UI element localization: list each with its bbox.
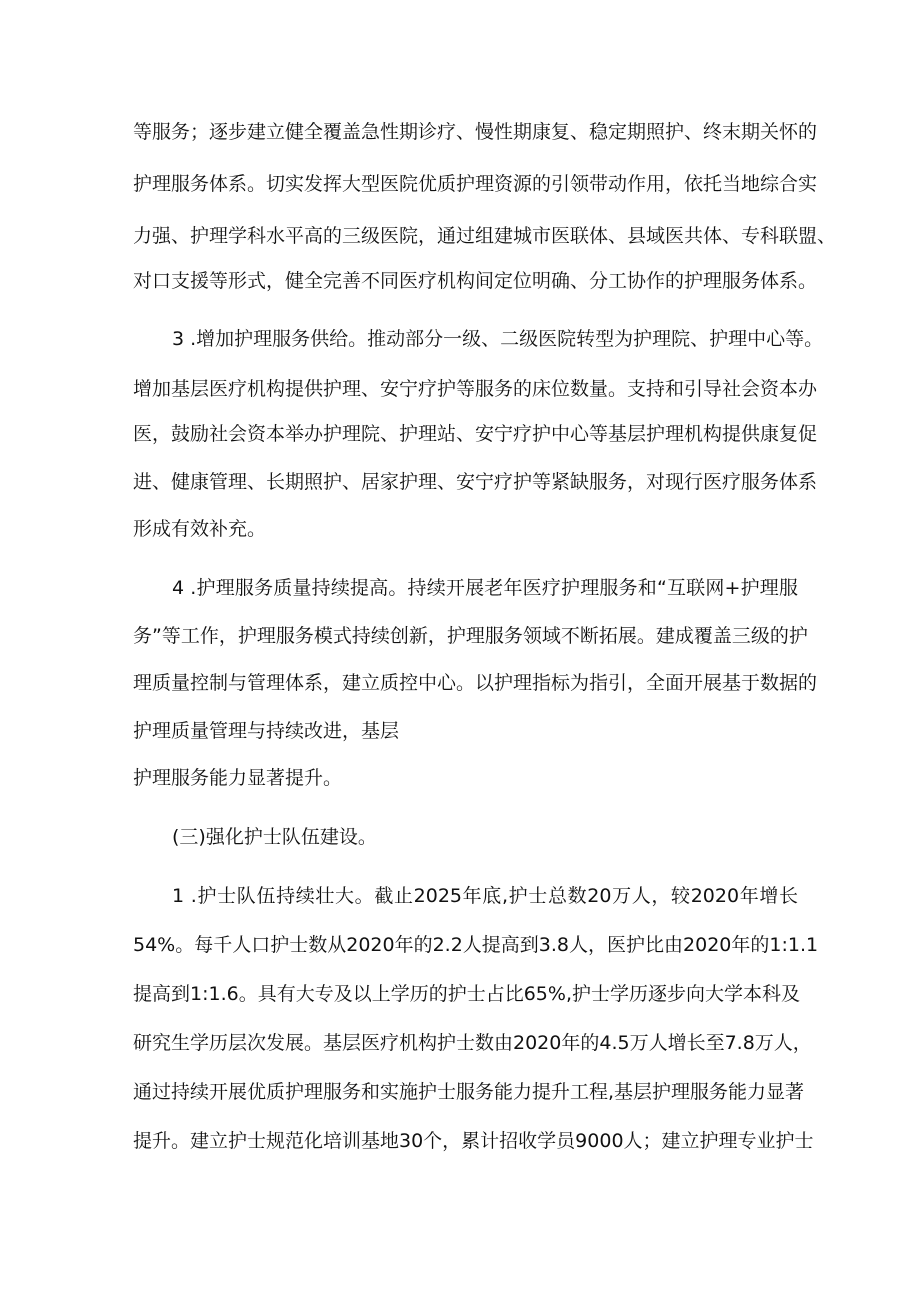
paragraph-line: 形成有效补充。 bbox=[133, 518, 267, 540]
paragraph-line: 务”等工作，护理服务模式持续创新，护理服务领域不断拓展。建成覆盖三级的护 bbox=[133, 625, 808, 647]
paragraph-line: 通过持续开展优质护理服务和实施护士服务能力提升工程,基层护理服务能力显著 bbox=[133, 1081, 805, 1103]
paragraph-line: 医，鼓励社会资本举办护理院、护理站、安宁疗护中心等基层护理机构提供康复促 bbox=[133, 423, 818, 445]
paragraph-line: 力强、护理学科水平高的三级医院，通过组建城市医联体、县域医共体、专科联盟、 bbox=[133, 225, 837, 247]
paragraph-line: 护理服务体系。切实发挥大型医院优质护理资源的引领带动作用，依托当地综合实 bbox=[133, 173, 818, 195]
paragraph-line: 提升。建立护士规范化培训基地30个，累计招收学员9000人；建立护理专业护士 bbox=[133, 1130, 814, 1152]
paragraph-line: 护理质量管理与持续改进，基层 bbox=[133, 720, 400, 742]
paragraph-line: 护理服务能力显著提升。 bbox=[133, 767, 343, 789]
item-3-first-line: 3 .增加护理服务供给。推动部分一级、二级医院转型为护理院、护理中心等。 bbox=[172, 328, 824, 350]
item-1-first-line: 1 .护士队伍持续壮大。截止2025年底,护士总数20万人，较2020年增长 bbox=[172, 885, 798, 907]
paragraph-line: 等服务；逐步建立健全覆盖急性期诊疗、慢性期康复、稳定期照护、终末期关怀的 bbox=[133, 121, 818, 143]
paragraph-line: 54%。每千人口护士数从2020年的2.2人提高到3.8人，医护比由2020年的1:1.1 bbox=[133, 934, 819, 956]
paragraph-line: 对口支援等形式，健全完善不同医疗机构间定位明确、分工协作的护理服务体系。 bbox=[133, 270, 818, 292]
paragraph-line: 增加基层医疗机构提供护理、安宁疗护等服务的床位数量。支持和引导社会资本办 bbox=[133, 378, 818, 400]
section-heading: (三)强化护士队伍建设。 bbox=[172, 826, 377, 848]
item-4-first-line: 4 .护理服务质量持续提高。持续开展老年医疗护理服务和“互联网+护理服 bbox=[172, 577, 798, 599]
paragraph-line: 进、健康管理、长期照护、居家护理、安宁疗护等紧缺服务，对现行医疗服务体系 bbox=[133, 471, 818, 493]
paragraph-line: 提高到1:1.6。具有大专及以上学历的护士占比65%,护士学历逐步向大学本科及 bbox=[133, 983, 800, 1005]
paragraph-line: 研究生学历层次发展。基层医疗机构护士数由2020年的4.5万人增长至7.8万人， bbox=[133, 1032, 812, 1054]
paragraph-line: 理质量控制与管理体系，建立质控中心。以护理指标为指引，全面开展基于数据的 bbox=[133, 672, 818, 694]
